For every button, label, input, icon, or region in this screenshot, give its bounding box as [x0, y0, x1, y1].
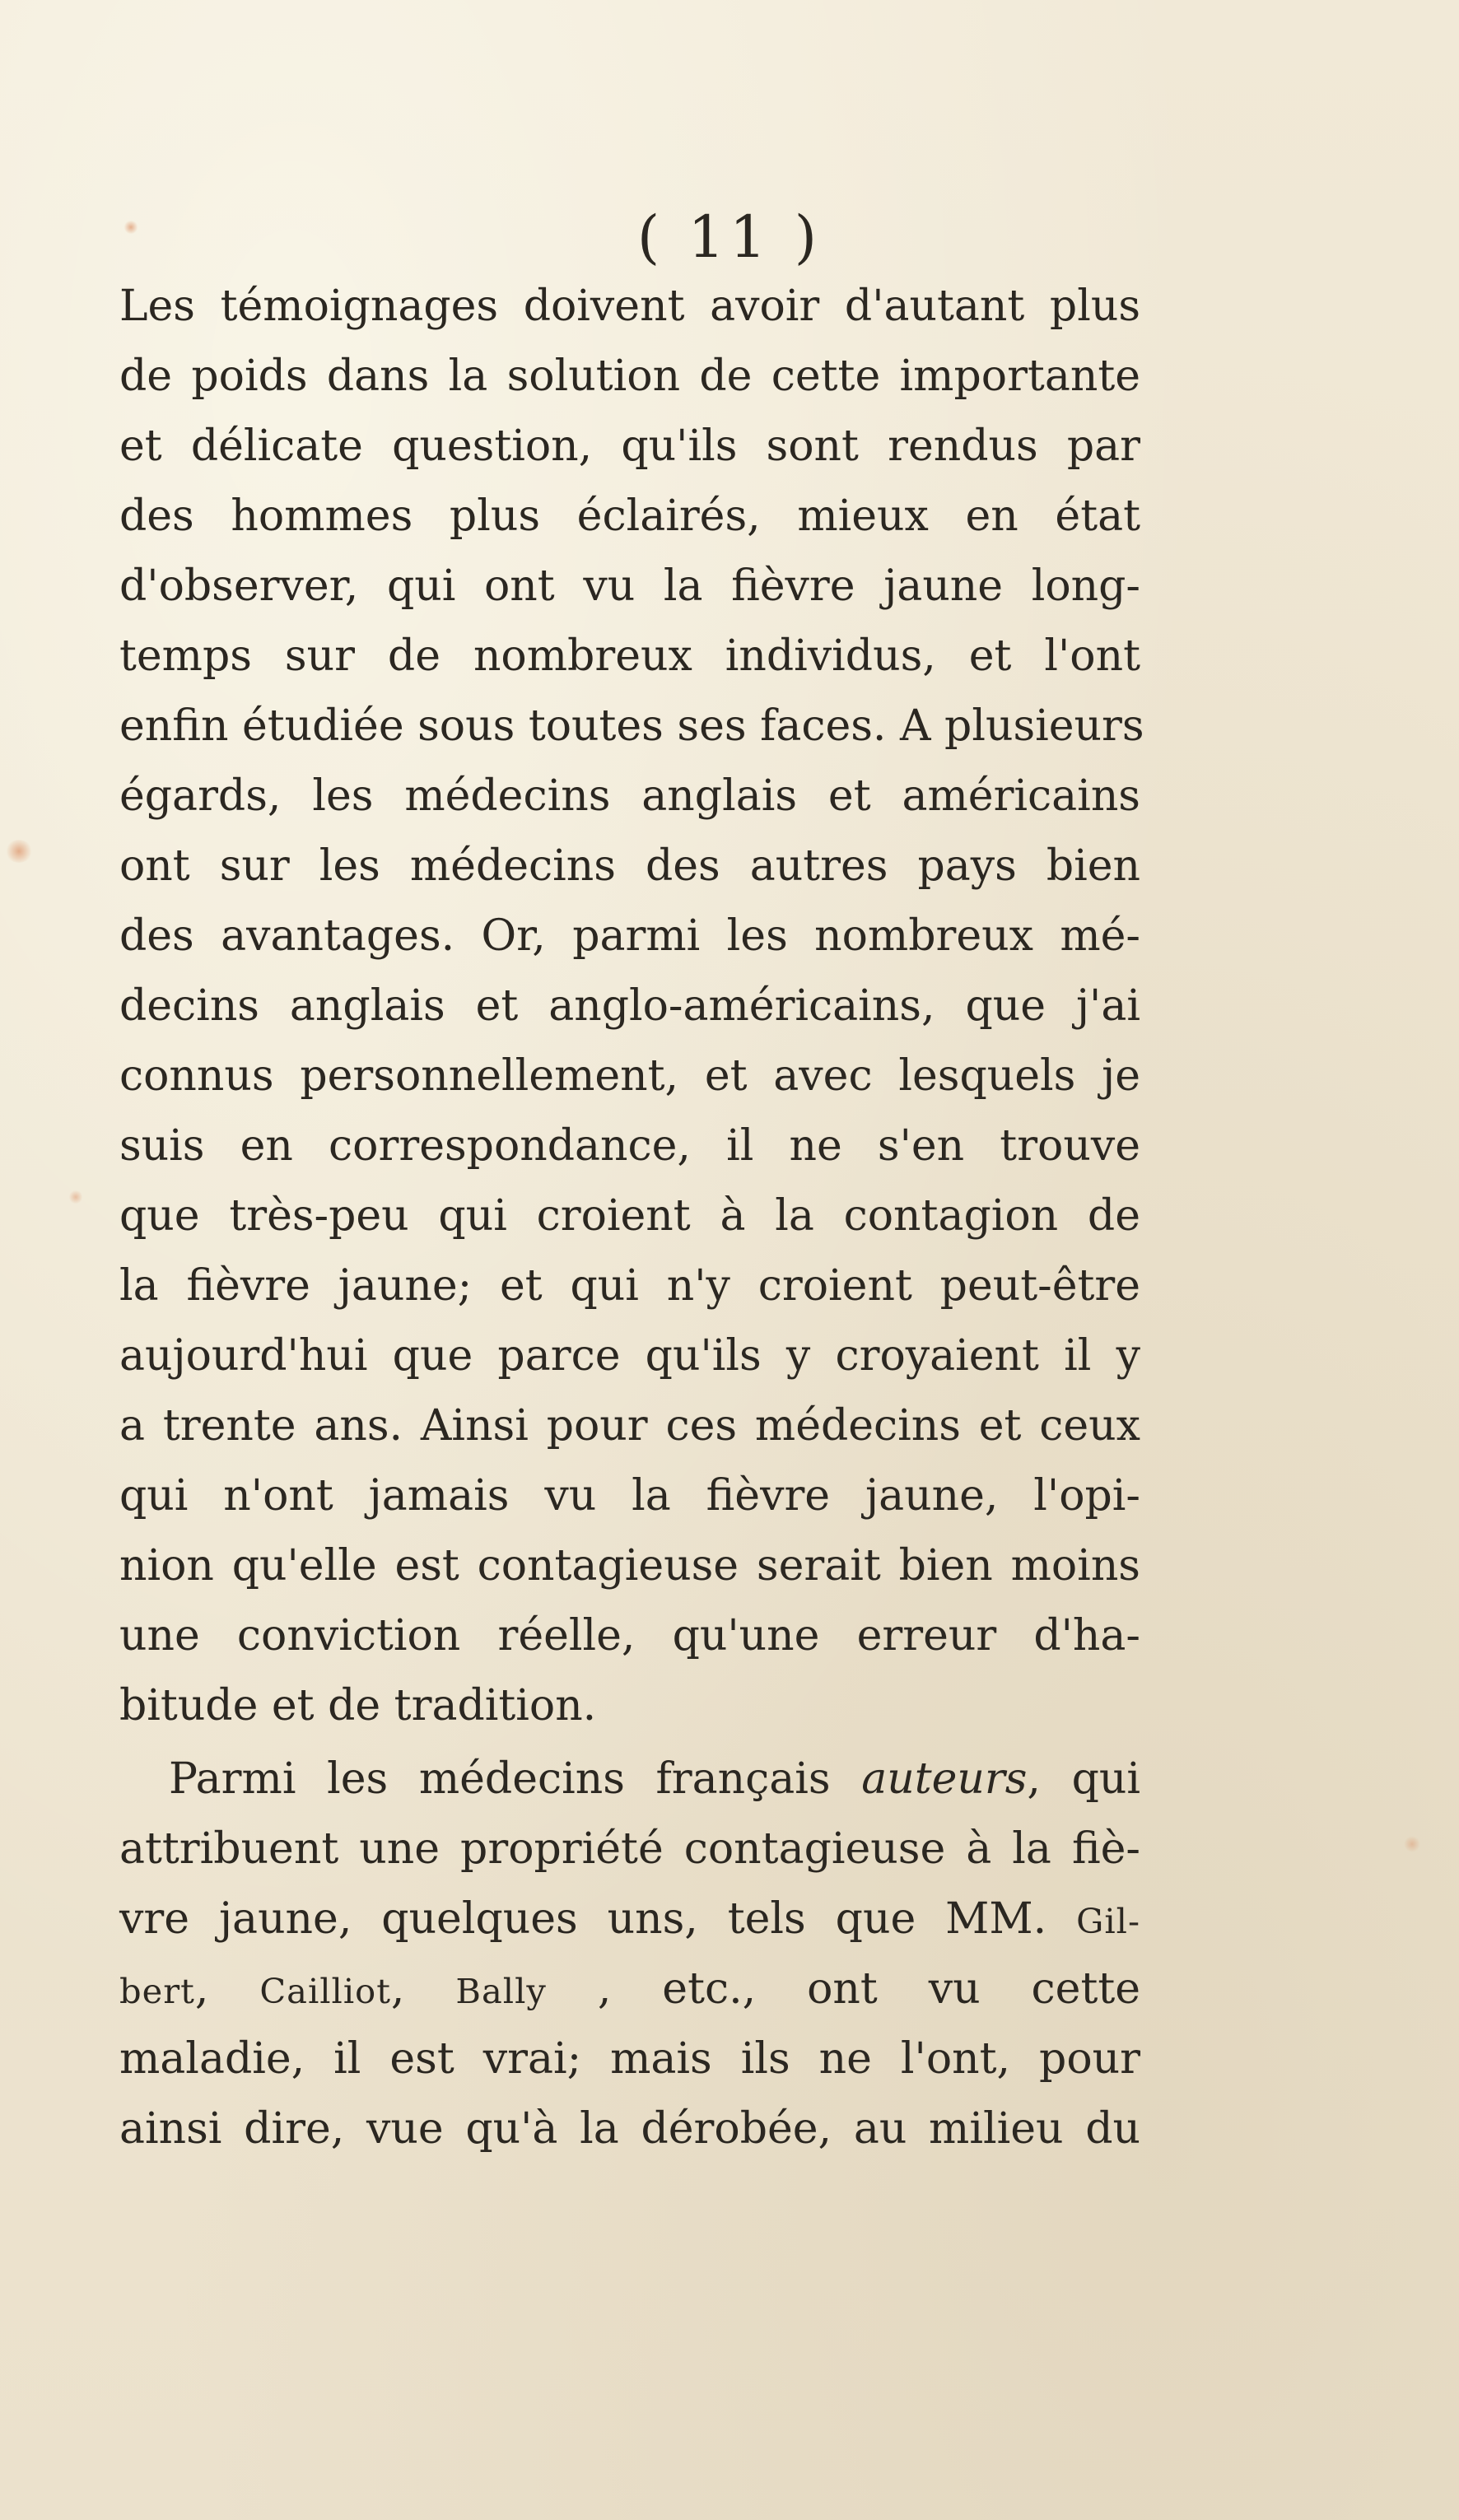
- text-line: [119, 1744, 1140, 1814]
- text-line: attribuent une propriété contagieuse à la fiè-: [119, 1824, 1140, 1874]
- italic-word: auteurs: [861, 1754, 1028, 1804]
- text-line: et délicate question, qu'ils sont rendus par: [119, 422, 1140, 471]
- text-line: [119, 1954, 1140, 2024]
- author-name: Cailliot: [259, 1971, 391, 2011]
- text-line: enfin étudiée sous toutes ses faces. A plusieurs: [119, 701, 1144, 751]
- text-fragment: ,: [390, 1964, 456, 2014]
- text-line: d'observer, qui ont vu la fièvre jaune long-: [119, 561, 1140, 611]
- text-line: la fièvre jaune; et qui n'y croient peut-être: [119, 1261, 1140, 1311]
- text-line: ont sur les médecins des autres pays bien: [119, 841, 1140, 891]
- text-fragment: vre jaune, quelques uns, tels que MM.: [119, 1894, 1047, 1944]
- text-line: égards, les médecins anglais et américains: [119, 771, 1140, 821]
- text-line: ainsi dire, vue qu'à la dérobée, au milieu du: [119, 2104, 1140, 2154]
- author-name: Gil-: [1076, 1901, 1140, 1941]
- text-line: bitude et de tradition.: [119, 1681, 597, 1730]
- text-line: temps sur de nombreux individus, et l'ont: [119, 631, 1140, 681]
- text-line: de poids dans la solution de cette importante: [119, 352, 1140, 401]
- text-line: une conviction réelle, qu'une erreur d'ha-: [119, 1611, 1140, 1661]
- author-name: bert: [119, 1971, 195, 2011]
- foxing-stain: [1404, 1836, 1420, 1852]
- text-fragment: , etc., ont vu cette: [597, 1964, 1141, 2014]
- paragraph-1: [119, 272, 1144, 1741]
- paragraph-2: [119, 1744, 1140, 2164]
- text-line: a trente ans. Ainsi pour ces médecins et ceux: [119, 1401, 1140, 1451]
- text-line: decins anglais et anglo-américains, que j'ai: [119, 981, 1140, 1031]
- text-fragment: Parmi les médecins français: [169, 1754, 831, 1804]
- body-text: [119, 272, 1144, 2164]
- text-line: [119, 1884, 1140, 1954]
- text-line: Les témoignages doivent avoir d'autant plus: [119, 282, 1140, 331]
- text-fragment: , qui: [1027, 1754, 1140, 1804]
- author-name: Bally: [455, 1971, 547, 2011]
- page-number: ( 11 ): [636, 203, 823, 271]
- foxing-stain: [5, 840, 33, 863]
- text-line: des hommes plus éclairés, mieux en état: [119, 491, 1140, 541]
- text-line: nion qu'elle est contagieuse serait bien moins: [119, 1541, 1140, 1591]
- text-line: maladie, il est vrai; mais ils ne l'ont, pour: [119, 2034, 1140, 2084]
- text-line: suis en correspondance, il ne s'en trouve: [119, 1121, 1140, 1171]
- text-line: des avantages. Or, parmi les nombreux mé-: [119, 911, 1140, 961]
- text-line: que très-peu qui croient à la contagion de: [119, 1191, 1140, 1241]
- foxing-stain: [69, 1190, 82, 1204]
- text-line: aujourd'hui que parce qu'ils y croyaient il y: [119, 1331, 1140, 1381]
- text-line: connus personnellement, et avec lesquels je: [119, 1051, 1140, 1101]
- text-fragment: ,: [194, 1964, 260, 2014]
- text-line: qui n'ont jamais vu la fièvre jaune, l'opi-: [119, 1471, 1140, 1521]
